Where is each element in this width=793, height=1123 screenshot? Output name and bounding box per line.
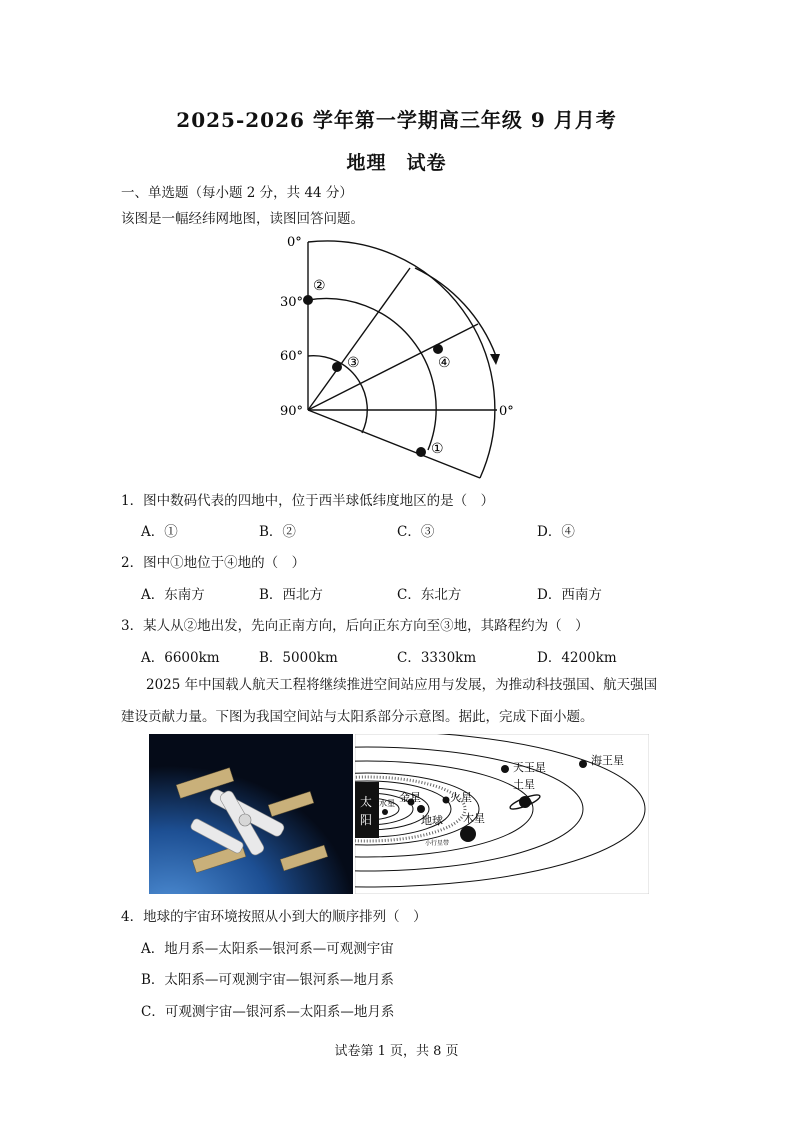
question-4-option-b[interactable]: B．太阳系—可观测宇宙—银河系—地月系 — [141, 972, 394, 988]
section-heading: 一、单选题（每小题 2 分，共 44 分） — [121, 185, 353, 201]
jupiter-label: 木星 — [463, 812, 485, 825]
section-intro: 该图是一幅经纬网地图，读图回答问题。 — [121, 211, 364, 227]
question-3-stem: 3．某人从②地出发，先向正南方向，后向正东方向至③地，其路程约为（ ） — [121, 618, 589, 634]
question-1-stem: 1．图中数码代表的四地中，位于西半球低纬度地区的是（ ） — [121, 493, 495, 509]
page-footer: 试卷第 1 页，共 8 页 — [334, 1044, 459, 1059]
question-1-option-c[interactable]: C．③ — [397, 524, 435, 540]
question-1-option-a[interactable]: A．① — [141, 524, 178, 540]
lat-label-90: 90° — [280, 404, 304, 419]
lon-label-0: 0° — [499, 404, 514, 419]
graticule-map — [270, 228, 520, 483]
sun-label-top: 太 — [360, 795, 373, 809]
question-3-option-c[interactable]: C．3330km — [397, 650, 477, 666]
lat-label-30: 30° — [280, 295, 304, 310]
question-4-option-a[interactable]: A．地月系—太阳系—银河系—可观测宇宙 — [141, 941, 394, 957]
point-2-dot — [303, 295, 313, 305]
asteroid-belt-label: 小行星带 — [425, 840, 450, 847]
passage-line-2: 建设贡献力量。下图为我国空间站与太阳系部分示意图。据此，完成下面小题。 — [121, 709, 594, 725]
venus-label: 金星 — [399, 791, 421, 804]
uranus-label: 天王星 — [513, 761, 546, 774]
point-1-dot — [416, 447, 426, 457]
question-3-option-b[interactable]: B．5000km — [259, 650, 338, 666]
question-2-option-c[interactable]: C．东北方 — [397, 587, 462, 603]
point-4-dot — [433, 344, 443, 354]
sun-body — [355, 782, 379, 838]
exam-title: 2025-2026 学年第一学期高三年级 9 月月考 — [176, 108, 617, 132]
latitude-0-arc — [308, 241, 495, 478]
point-1-label: ① — [431, 441, 444, 457]
passage-line-1: 2025 年中国载人航天工程将继续推进空间站应用与发展，为推动科技强国、航天强国 — [146, 677, 658, 693]
lat-label-0: 0° — [287, 235, 302, 250]
point-2-label: ② — [313, 278, 326, 294]
question-3-option-a[interactable]: A．6600km — [141, 650, 220, 666]
question-1-option-b[interactable]: B．② — [259, 524, 296, 540]
lat-label-60: 60° — [280, 349, 304, 364]
uranus-dot — [501, 765, 509, 773]
neptune-label: 海王星 — [591, 754, 624, 767]
point-4-label: ④ — [438, 355, 451, 371]
question-2-option-b[interactable]: B．西北方 — [259, 587, 323, 603]
question-1-option-d[interactable]: D．④ — [537, 524, 575, 540]
question-2-option-d[interactable]: D．西南方 — [537, 587, 602, 603]
solar-system-diagram — [355, 734, 649, 894]
mercury-label: 水星 — [379, 799, 395, 808]
mars-label: 火星 — [450, 791, 472, 804]
earth-dot — [417, 805, 425, 813]
neptune-dot — [579, 760, 587, 768]
question-3-option-d[interactable]: D．4200km — [537, 650, 617, 666]
rotation-arrow-head — [490, 354, 500, 365]
exam-subtitle: 地理 试卷 — [346, 152, 447, 174]
space-station-photo — [149, 734, 353, 894]
meridian-lower — [308, 410, 480, 478]
saturn-label: 土星 — [513, 778, 535, 791]
jupiter-dot — [460, 826, 476, 842]
point-3-label: ③ — [347, 355, 360, 371]
sun-label-bottom: 阳 — [360, 813, 373, 827]
question-4-stem: 4．地球的宇宙环境按照从小到大的顺序排列（ ） — [121, 909, 427, 925]
earth-label: 地球 — [421, 814, 443, 827]
question-4-option-c[interactable]: C．可观测宇宙—银河系—太阳系—地月系 — [141, 1004, 395, 1020]
mercury-dot — [382, 809, 388, 815]
station-node — [239, 814, 251, 826]
point-3-dot — [332, 362, 342, 372]
question-2-option-a[interactable]: A．东南方 — [141, 587, 205, 603]
mars-dot — [443, 797, 450, 804]
rotation-arrow-arc — [415, 268, 496, 356]
question-2-stem: 2．图中①地位于④地的（ ） — [121, 555, 306, 571]
